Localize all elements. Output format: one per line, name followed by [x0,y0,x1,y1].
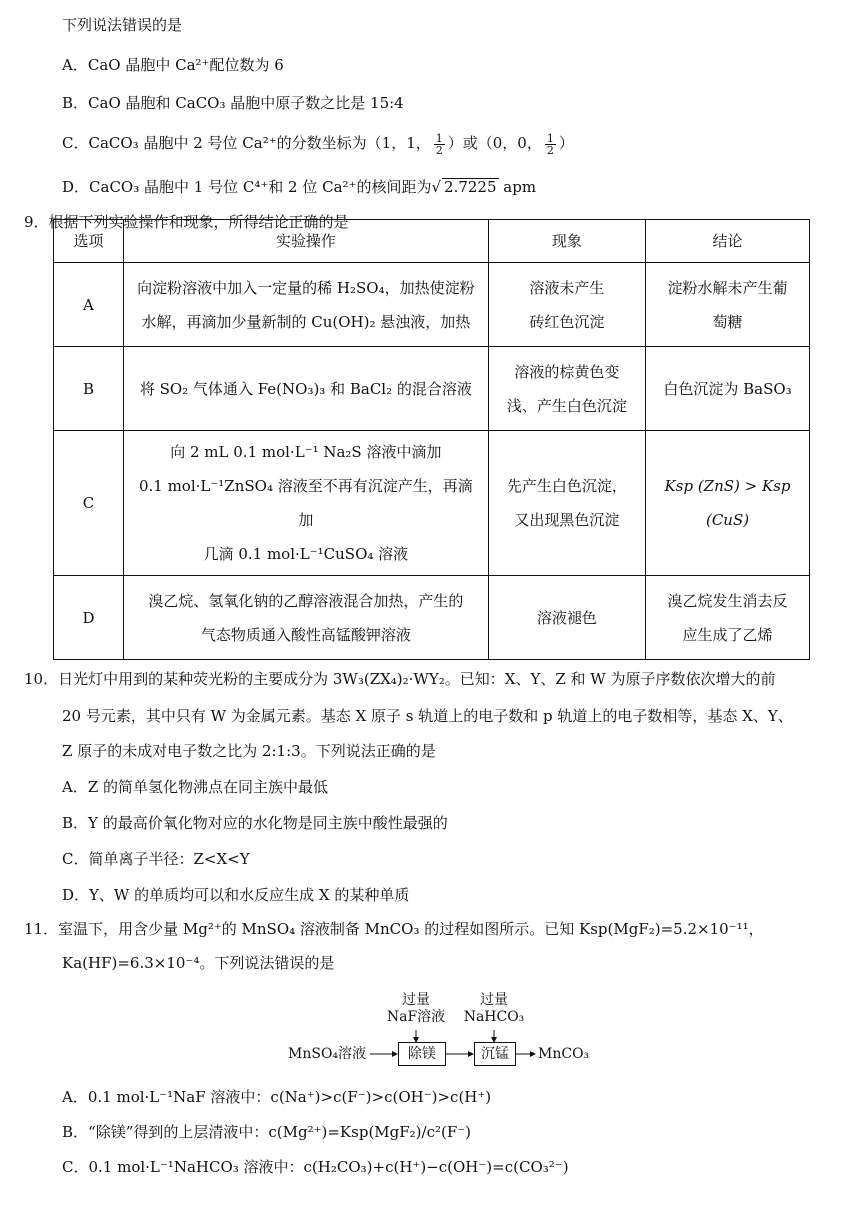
sqrt-value: 2.7225 [444,178,497,196]
row-phenomenon: 先产生白色沉淀， 又出现黑色沉淀 [488,431,645,576]
table-row[interactable] [54,576,810,660]
reagent-nahco3: 过量 NaHCO₃ [463,992,525,1025]
q10-stem-line-1 [24,668,776,690]
option-text: 简单离子半径：Z<X<Y [88,850,250,868]
q10-stem-line-3: Z 原子的未成对电子数之比为 2:1:3。下列说法正确的是 [62,742,436,760]
option-label: C． [62,1158,89,1176]
row-operation: 向 2 mL 0.1 mol·L⁻¹ Na₂S 溶液中滴加 0.1 mol·L⁻¹ZnSO₄ 溶液至不再有沉淀产生，再滴加 几滴 0.1 mol·L⁻¹CuSO₄ 溶液 [123,431,488,576]
row-phenomenon: 溶液的棕黄色变 浅、产生白色沉淀 [488,347,645,431]
product-mnco3: MnCO₃ [538,1046,590,1062]
q8-option-a[interactable] [62,54,284,76]
experiment-table [53,219,810,660]
q8-option-b[interactable] [62,92,404,114]
question-text: 根据下列实验操作和现象，所得结论正确的是 [48,213,349,231]
option-text: Y 的最高价氧化物对应的水化物是同主族中酸性最强的 [88,814,448,832]
header-conclusion: 结论 [646,220,810,263]
row-option: A [54,263,124,347]
q11-option-c[interactable] [62,1156,569,1178]
question-number: 9． [24,213,49,231]
table-row[interactable] [54,263,810,347]
row-option: B [54,347,124,431]
q10-option-b[interactable] [62,812,448,834]
q8-option-c[interactable] [62,132,574,156]
option-label: D． [62,886,90,904]
q10-option-a[interactable] [62,776,328,798]
row-option: C [54,431,124,576]
row-operation: 溴乙烷、氢氧化钠的乙醇溶液混合加热，产生的 气态物质通入酸性高锰酸钾溶液 [123,576,488,660]
option-label: A． [62,778,88,796]
option-text: 0.1 mol·L⁻¹NaHCO₃ 溶液中：c(H₂CO₃)+c(H⁺)−c(OH⁻)=c(CO₃²⁻) [88,1158,569,1176]
option-text-mid: ）或（0，0， [447,134,542,152]
table-header-row [54,220,810,263]
option-text-end: ） [558,134,574,152]
option-label: C． [62,134,89,152]
process-flow-diagram [288,990,608,1070]
sqrt-sign: √ [431,178,442,196]
row-option: D [54,576,124,660]
option-unit: apm [498,178,537,196]
header-option: 选项 [54,220,124,263]
step-remove-magnesium: 除镁 [398,1042,446,1066]
step-precipitate-manganese: 沉锰 [474,1042,516,1066]
option-text: CaCO₃ 晶胞中 2 号位 Ca²⁺的分数坐标为（1，1， [88,134,431,152]
question-number: 10． [24,670,59,688]
question-text: 日光灯中用到的某种荧光粉的主要成分为 3W₃(ZX₄)₂·WY₂。已知：X、Y、Z 和 W 为原子序数依次增大的前 [58,670,776,688]
option-label: B． [62,814,89,832]
question-text: 室温下，用含少量 Mg²⁺的 MnSO₄ 溶液制备 MnCO₃ 的过程如图所示。已知 Ksp(MgF₂)=5.2×10⁻¹¹， [58,920,764,938]
q11-option-b[interactable] [62,1121,471,1143]
table-row[interactable] [54,431,810,576]
option-text: CaO 晶胞和 CaCO₃ 晶胞中原子数之比是 15:4 [88,94,404,112]
q10-option-d[interactable] [62,884,409,906]
row-phenomenon: 溶液未产生 砖红色沉淀 [488,263,645,347]
reagent-naf: 过量 NaF溶液 [386,992,446,1025]
option-label: B． [62,1123,89,1141]
row-conclusion: Ksp (ZnS) > Ksp (CuS) [646,431,810,576]
option-text: Z 的简单氢化物沸点在同主族中最低 [87,778,329,796]
table-row[interactable] [54,347,810,431]
q8-option-d[interactable] [62,176,536,198]
option-text: “除镁”得到的上层清液中：c(Mg²⁺)=Ksp(MgF₂)/c²(F⁻) [88,1123,472,1141]
option-label: A． [62,1088,88,1106]
row-operation: 向淀粉溶液中加入一定量的稀 H₂SO₄，加热使淀粉 水解，再滴加少量新制的 Cu(OH)₂ 悬浊液，加热 [123,263,488,347]
option-text: CaO 晶胞中 Ca²⁺配位数为 6 [87,56,284,74]
row-operation: 将 SO₂ 气体通入 Fe(NO₃)₃ 和 BaCl₂ 的混合溶液 [123,347,488,431]
row-conclusion: 溴乙烷发生消去反 应生成了乙烯 [646,576,810,660]
option-label: D． [62,178,90,196]
q10-stem-line-2: 20 号元素，其中只有 W 为金属元素。基态 X 原子 s 轨道上的电子数和 p 轨道上的电子数相等，基态 X、Y、 [62,707,793,725]
fraction-half: $\frac{1}{2}$ [546,131,554,157]
q11-stem-line-2: Ka(HF)=6.3×10⁻⁴。下列说法错误的是 [62,954,335,972]
row-conclusion: 白色沉淀为 BaSO₃ [646,347,810,431]
option-label: A． [62,56,88,74]
row-phenomenon: 溶液褪色 [488,576,645,660]
fraction-half: $\frac{1}{2}$ [435,131,443,157]
option-label: B． [62,94,89,112]
row-conclusion: 淀粉水解未产生葡 萄糖 [646,263,810,347]
option-text: CaCO₃ 晶胞中 1 号位 C⁴⁺和 2 位 Ca²⁺的核间距为 [89,178,432,196]
option-text: Y、W 的单质均可以和水反应生成 X 的某种单质 [89,886,410,904]
question-number: 11． [24,920,59,938]
header-phenomenon: 现象 [488,220,645,263]
q11-option-a[interactable] [62,1086,491,1108]
q8-intro: 下列说法错误的是 [62,16,183,34]
start-solution: MnSO₄溶液 [288,1046,367,1062]
header-operation: 实验操作 [123,220,488,263]
q10-option-c[interactable] [62,848,250,870]
option-text: 0.1 mol·L⁻¹NaF 溶液中：c(Na⁺)>c(F⁻)>c(OH⁻)>c(H⁺) [87,1088,492,1106]
q11-stem-line-1 [24,918,764,940]
option-label: C． [62,850,89,868]
